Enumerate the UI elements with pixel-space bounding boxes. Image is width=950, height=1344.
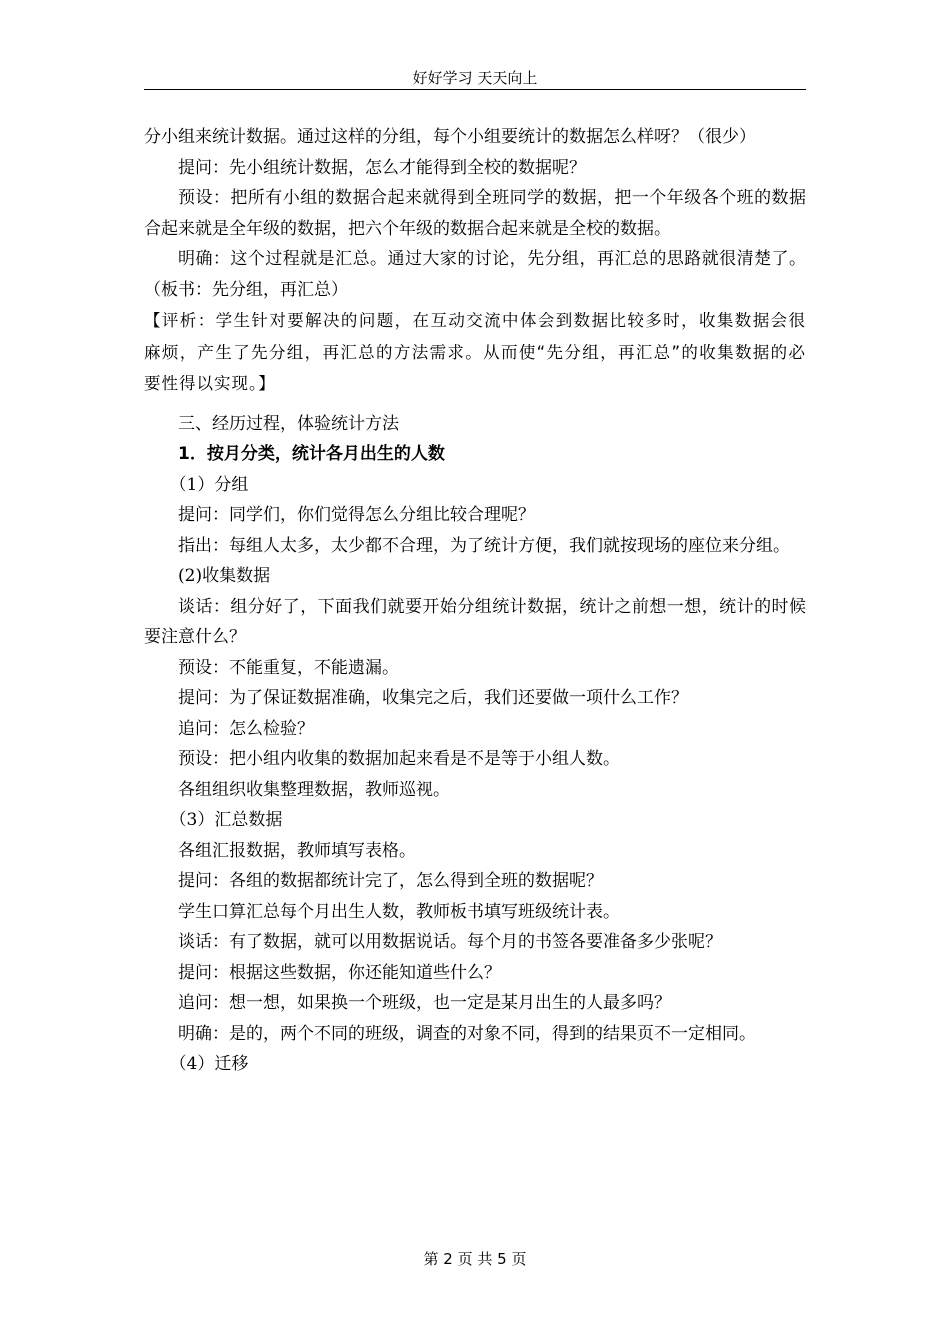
paragraph: 明确：是的，两个不同的班级，调查的对象不同，得到的结果页不一定相同。 — [178, 1023, 756, 1044]
paragraph: 提问：各组的数据都统计完了，怎么得到全班的数据呢？ — [178, 871, 603, 891]
section-heading: 三、经历过程，体验统计方法 — [178, 413, 399, 434]
paragraph: 提问：先小组统计数据，怎么才能得到全校的数据呢？ — [178, 157, 586, 178]
commentary-paragraph: 【评析：学生针对要解决的问题，在互动交流中体会到数据比较多时，收集数据会很麻烦，产生了先分组，再汇总的方法需求。从而使“先分组，再汇总”的收集数据的必要性得以实现。】 — [144, 311, 806, 393]
spacer — [144, 400, 806, 409]
paragraph: 追问：怎么检验？ — [178, 718, 314, 739]
paragraph: 指出：每组人太多，太少都不合理，为了统计方便，我们就按现场的座位来分组。 — [178, 535, 790, 556]
step-heading: （3）汇总数据 — [169, 810, 283, 830]
paragraph: 提问：为了保证数据准确，收集完之后，我们还要做一项什么工作？ — [178, 688, 688, 708]
step-heading: (2)收集数据 — [178, 566, 271, 586]
paragraph: 谈话：组分好了，下面我们就要开始分组统计数据，统计之前想一想，统计的时候要注意什么？ — [144, 596, 806, 647]
paragraph: 预设：不能重复，不能遗漏。 — [178, 657, 399, 678]
paragraph: 学生口算汇总每个月出生人数，教师板书填写班级统计表。 — [178, 901, 620, 922]
paragraph: 预设：把所有小组的数据合起来就得到全班同学的数据，把一个年级各个班的数据合起来就是全年级的数据，把六个年级的数据合起来就是全校的数据。 — [144, 188, 806, 239]
paragraph: 分小组来统计数据。通过这样的分组，每个小组要统计的数据怎么样呀？（很少） — [144, 127, 756, 147]
header-divider — [144, 89, 806, 90]
document-body — [144, 122, 806, 1080]
paragraph: 各组汇报数据，教师填写表格。 — [178, 840, 416, 861]
step-heading: （1）分组 — [169, 474, 249, 495]
page-header: 好好学习 天天向上 — [412, 69, 538, 87]
paragraph: 各组组织收集整理数据，教师巡视。 — [178, 779, 450, 800]
paragraph: 提问：同学们，你们觉得怎么分组比较合理呢？ — [178, 505, 535, 525]
step-heading: （4）迁移 — [169, 1054, 249, 1074]
paragraph: 追问：想一想，如果换一个班级，也一定是某月出生的人最多吗？ — [178, 993, 671, 1013]
paragraph: 预设：把小组内收集的数据加起来看是不是等于小组人数。 — [178, 749, 620, 769]
page-number: 第 2 页 共 5 页 — [423, 1250, 527, 1268]
paragraph: 提问：根据这些数据，你还能知道些什么？ — [178, 962, 501, 983]
subsection-heading: 1．按月分类，统计各月出生的人数 — [178, 444, 445, 464]
paragraph: 谈话：有了数据，就可以用数据说话。每个月的书签各要准备多少张呢？ — [178, 932, 722, 952]
paragraph: 明确：这个过程就是汇总。通过大家的讨论，先分组，再汇总的思路就很清楚了。（板书：先分组，再汇总） — [144, 249, 806, 300]
